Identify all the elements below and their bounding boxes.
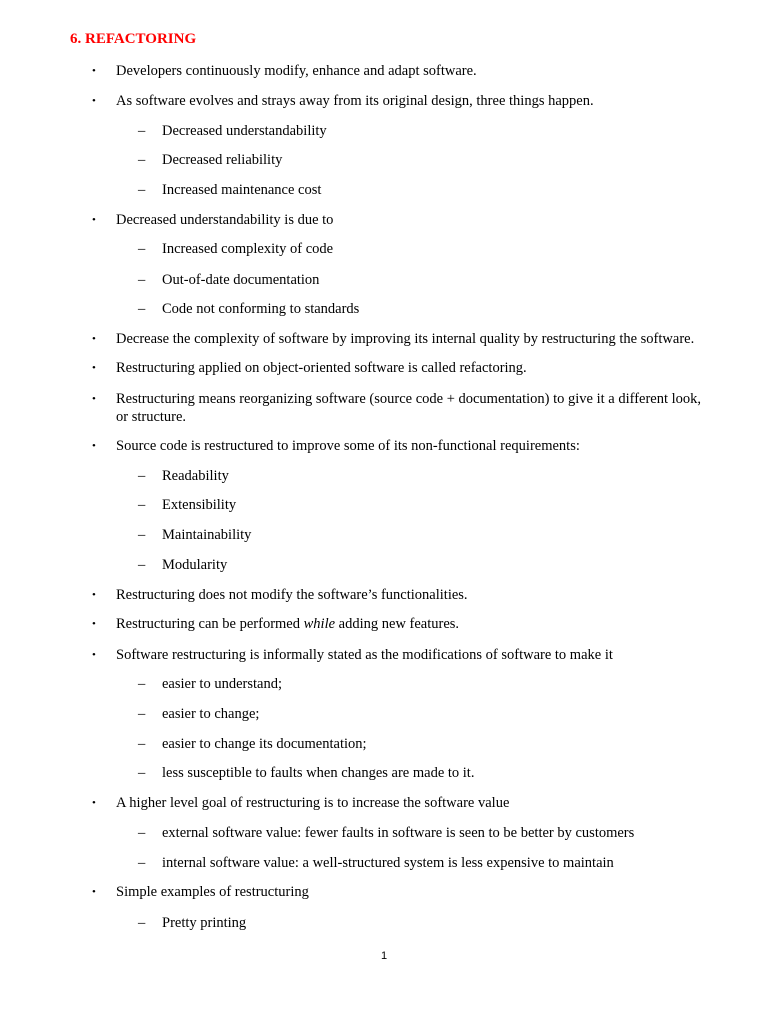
page-number: 1 [380, 950, 388, 962]
dash-marker: – [138, 557, 146, 573]
sub-item [138, 764, 722, 782]
bullet-marker: • [92, 65, 96, 77]
sub-item [138, 526, 722, 544]
dash-marker: – [138, 706, 146, 722]
dash-marker: – [138, 272, 146, 288]
bullet-text: Decrease the complexity of software by improving its internal quality by restructuring the software. [116, 331, 695, 347]
sub-item-text: Increased complexity of code [162, 241, 334, 257]
sub-item [138, 467, 722, 485]
bullet-text-part: Restructuring can be performed [116, 616, 304, 632]
sub-item-text: Decreased understandability [162, 123, 327, 139]
dash-marker: – [138, 301, 146, 317]
bullet-marker: • [92, 440, 96, 452]
bullet-item [92, 211, 716, 229]
sub-item-text: Extensibility [162, 497, 237, 513]
dash-marker: – [138, 915, 146, 931]
bullet-text: Software restructuring is informally stated as the modifications of software to make it [116, 647, 613, 663]
bullet-marker: • [92, 214, 96, 226]
bullet-text: Restructuring applied on object-oriented software is called refactoring. [116, 360, 527, 376]
dash-marker: – [138, 123, 146, 139]
sub-item [138, 735, 722, 753]
sub-item-text: easier to change; [162, 706, 260, 722]
sub-item-text: Increased maintenance cost [162, 182, 322, 198]
sub-item [138, 675, 722, 693]
dash-marker: – [138, 497, 146, 513]
bullet-marker: • [92, 333, 96, 345]
sub-item [138, 151, 722, 169]
sub-item-text: internal software value: a well-structured system is less expensive to maintain [162, 855, 614, 871]
section-heading: 6. REFACTORING [70, 31, 197, 47]
sub-item [138, 122, 722, 140]
sub-item [138, 556, 722, 574]
sub-item [138, 300, 722, 318]
dash-marker: – [138, 527, 146, 543]
bullet-item [92, 646, 716, 664]
dash-marker: – [138, 676, 146, 692]
dash-marker: – [138, 765, 146, 781]
bullet-marker: • [92, 589, 96, 601]
sub-item [138, 854, 722, 872]
sub-item-text: Decreased reliability [162, 152, 283, 168]
bullet-item [92, 62, 716, 80]
bullet-text: Source code is restructured to improve some of its non-functional requirements: [116, 438, 580, 454]
bullet-text: As software evolves and strays away from its original design, three things happen. [116, 93, 594, 109]
sub-item [138, 496, 722, 514]
sub-item [138, 271, 722, 289]
dash-marker: – [138, 736, 146, 752]
bullet-item [92, 92, 716, 110]
dash-marker: – [138, 468, 146, 484]
sub-item-text: less susceptible to faults when changes are made to it. [162, 765, 475, 781]
sub-item [138, 824, 722, 842]
bullet-marker: • [92, 362, 96, 374]
bullet-item [92, 586, 716, 604]
bullet-item [92, 794, 716, 812]
sub-item-text: Readability [162, 468, 229, 484]
sub-item-text: external software value: fewer faults in software is seen to be better by customers [162, 825, 635, 841]
sub-item-text: Pretty printing [162, 915, 247, 931]
bullet-marker: • [92, 95, 96, 107]
sub-item-text: easier to change its documentation; [162, 736, 367, 752]
bullet-item [92, 883, 716, 901]
sub-item-text: easier to understand; [162, 676, 282, 692]
bullet-marker: • [92, 797, 96, 809]
bullet-text: Restructuring does not modify the software’s functionalities. [116, 587, 468, 603]
bullet-text: Decreased understandability is due to [116, 212, 334, 228]
dash-marker: – [138, 241, 146, 257]
bullet-marker: • [92, 886, 96, 898]
sub-item-text: Out-of-date documentation [162, 272, 320, 288]
dash-marker: – [138, 152, 146, 168]
bullet-text: Restructuring means reorganizing software (source code + documentation) to give it a different look, or structure. [116, 391, 702, 425]
bullet-text: A higher level goal of restructuring is to increase the software value [116, 795, 510, 811]
bullet-item [92, 330, 716, 348]
sub-item [138, 181, 722, 199]
dash-marker: – [138, 825, 146, 841]
sub-item [138, 914, 722, 932]
sub-item [138, 705, 722, 723]
dash-marker: – [138, 855, 146, 871]
sub-item [138, 240, 722, 258]
bullet-text-emphasis: while [303, 616, 336, 632]
bullet-text: Simple examples of restructuring [116, 884, 309, 900]
bullet-item [92, 390, 716, 426]
sub-item-text: Maintainability [162, 527, 252, 543]
sub-item-text: Code not conforming to standards [162, 301, 360, 317]
bullet-item [92, 615, 716, 633]
bullet-item [92, 359, 716, 377]
dash-marker: – [138, 182, 146, 198]
bullet-marker: • [92, 393, 96, 405]
bullet-marker: • [92, 618, 96, 630]
bullet-item [92, 437, 716, 455]
sub-item-text: Modularity [162, 557, 228, 573]
bullet-text: Developers continuously modify, enhance and adapt software. [116, 63, 477, 79]
bullet-marker: • [92, 649, 96, 661]
bullet-text-part: adding new features. [335, 616, 460, 632]
